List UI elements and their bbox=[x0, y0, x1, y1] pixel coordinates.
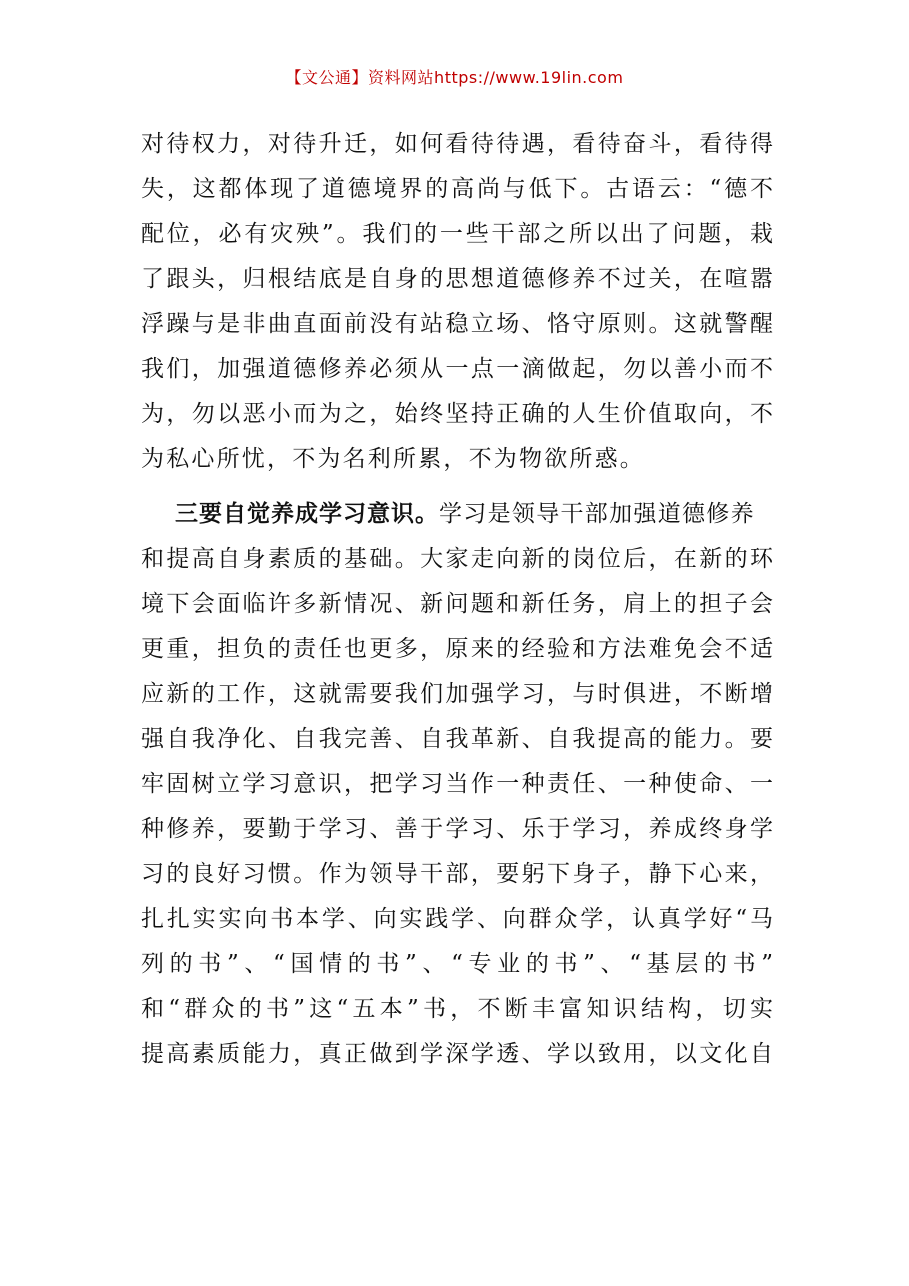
paragraph-1 bbox=[141, 122, 773, 482]
paragraph-line-rest: 学习是领导干部加强道德修养 bbox=[439, 501, 755, 527]
paragraph-line: 种修养，要勤于学习、善于学习、乐于学习，养成终身学 bbox=[141, 816, 773, 842]
paragraph-line: 为，勿以恶小而为之，始终坚持正确的人生价值取向，不 bbox=[141, 401, 773, 427]
paragraph-line: 和提高自身素质的基础。大家走向新的岗位后，在新的环 bbox=[141, 546, 773, 572]
paragraph-line: 为私心所忧，不为名利所累，不为物欲所惑。 bbox=[141, 446, 645, 472]
paragraph-line: 列的书”、“国情的书”、“专业的书”、“基层的书” bbox=[141, 951, 773, 977]
paragraph-line: 牢固树立学习意识，把学习当作一种责任、一种使命、一 bbox=[141, 771, 773, 797]
paragraph-spacer bbox=[141, 482, 773, 492]
paragraph-line: 了跟头，归根结底是自身的思想道德修养不过关，在喧嚣 bbox=[141, 266, 773, 292]
paragraph-2 bbox=[141, 492, 773, 1077]
site-watermark-header: 【文公通】资料网站https://www.19lin.com bbox=[285, 68, 624, 87]
paragraph-line: 浮躁与是非曲直面前没有站稳立场、恪守原则。这就警醒 bbox=[141, 311, 773, 337]
paragraph-line: 应新的工作，这就需要我们加强学习，与时俱进，不断增 bbox=[141, 681, 773, 707]
paragraph-line: 境下会面临许多新情况、新问题和新任务，肩上的担子会 bbox=[141, 591, 773, 617]
section-heading: 三要自觉养成学习意识。 bbox=[175, 501, 439, 527]
paragraph-line: 更重，担负的责任也更多，原来的经验和方法难免会不适 bbox=[141, 636, 773, 662]
paragraph-first-line bbox=[141, 492, 773, 537]
paragraph-line: 扎扎实实向书本学、向实践学、向群众学，认真学好“马 bbox=[141, 906, 773, 932]
paragraph-line: 对待权力，对待升迁，如何看待待遇，看待奋斗，看待得 bbox=[141, 131, 773, 157]
paragraph-line: 习的良好习惯。作为领导干部，要躬下身子，静下心来， bbox=[141, 861, 773, 887]
paragraph-line: 和“群众的书”这“五本”书，不断丰富知识结构，切实 bbox=[141, 996, 773, 1022]
document-body bbox=[141, 122, 773, 1077]
paragraph-line: 配位，必有灾殃”。我们的一些干部之所以出了问题，栽 bbox=[141, 221, 773, 247]
paragraph-line: 失，这都体现了道德境界的高尚与低下。古语云：“德不 bbox=[141, 176, 773, 202]
paragraph-line: 提高素质能力，真正做到学深学透、学以致用，以文化自 bbox=[141, 1041, 773, 1067]
paragraph-line: 我们，加强道德修养必须从一点一滴做起，勿以善小而不 bbox=[141, 356, 773, 382]
paragraph-line: 强自我净化、自我完善、自我革新、自我提高的能力。要 bbox=[141, 726, 773, 752]
